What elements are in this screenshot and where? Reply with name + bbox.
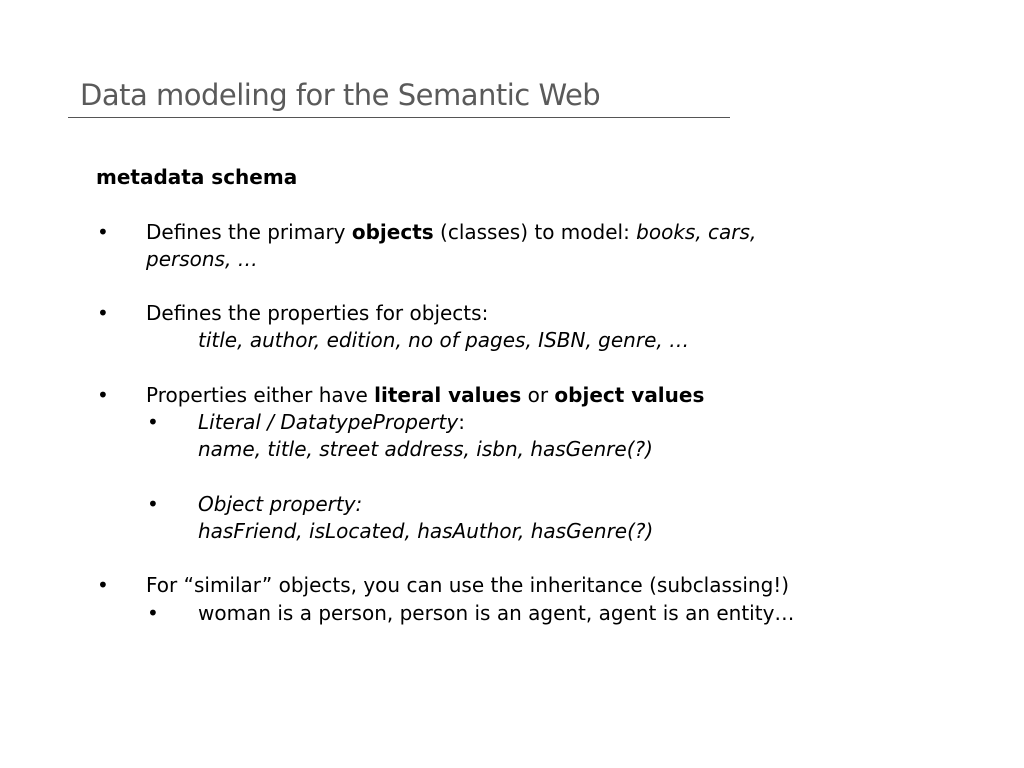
bullet-3-marker: • (97, 383, 109, 407)
sub-bullet-3-1-label: Literal / DatatypeProperty (198, 410, 459, 434)
sub-bullet-4-1-line-1: woman is a person, person is an agent, agent is an entity… (198, 601, 795, 625)
sub-bullet-3-1-colon: : (458, 410, 465, 434)
sub-bullet-4-1-marker: • (147, 601, 159, 625)
bullet-1-objects: objects (351, 220, 434, 244)
bullet-3-line-1 (146, 382, 704, 409)
sub-bullet-3-2-line-2: hasFriend, isLocated, hasAuthor, hasGenre(?) (198, 519, 654, 543)
bullet-3-text-b: or (521, 383, 555, 407)
bullet-1-marker: • (97, 220, 109, 244)
sub-bullet-3-1-line-1 (198, 409, 465, 436)
sub-bullet-3-1-marker: • (147, 410, 159, 434)
bullet-2-marker: • (97, 301, 109, 325)
bullet-3-object-values: object values (554, 383, 705, 407)
bullet-1-line-2: persons, … (146, 247, 258, 271)
bullet-1-text-a: Defines the primary (146, 220, 352, 244)
bullet-1-examples-a: books, cars, (636, 220, 757, 244)
bullet-4-line-1: For “similar” objects, you can use the inheritance (subclassing!) (146, 573, 790, 597)
bullet-1-text-b: (classes) to model: (433, 220, 637, 244)
sub-bullet-3-1-line-2: name, title, street address, isbn, hasGenre(?) (198, 437, 653, 461)
title-divider (68, 117, 730, 118)
slide-title: Data modeling for the Semantic Web (80, 78, 601, 112)
bullet-4-marker: • (97, 573, 109, 597)
bullet-3-literal-values: literal values (374, 383, 522, 407)
bullet-2-line-2: title, author, edition, no of pages, ISBN, genre, … (198, 328, 690, 352)
section-heading: metadata schema (96, 165, 298, 189)
sub-bullet-3-2-line-1: Object property: (198, 492, 363, 516)
sub-bullet-3-2-marker: • (147, 492, 159, 516)
bullet-3-text-a: Properties either have (146, 383, 375, 407)
bullet-2-line-1: Defines the properties for objects: (146, 301, 489, 325)
bullet-1-line-1 (146, 219, 756, 246)
